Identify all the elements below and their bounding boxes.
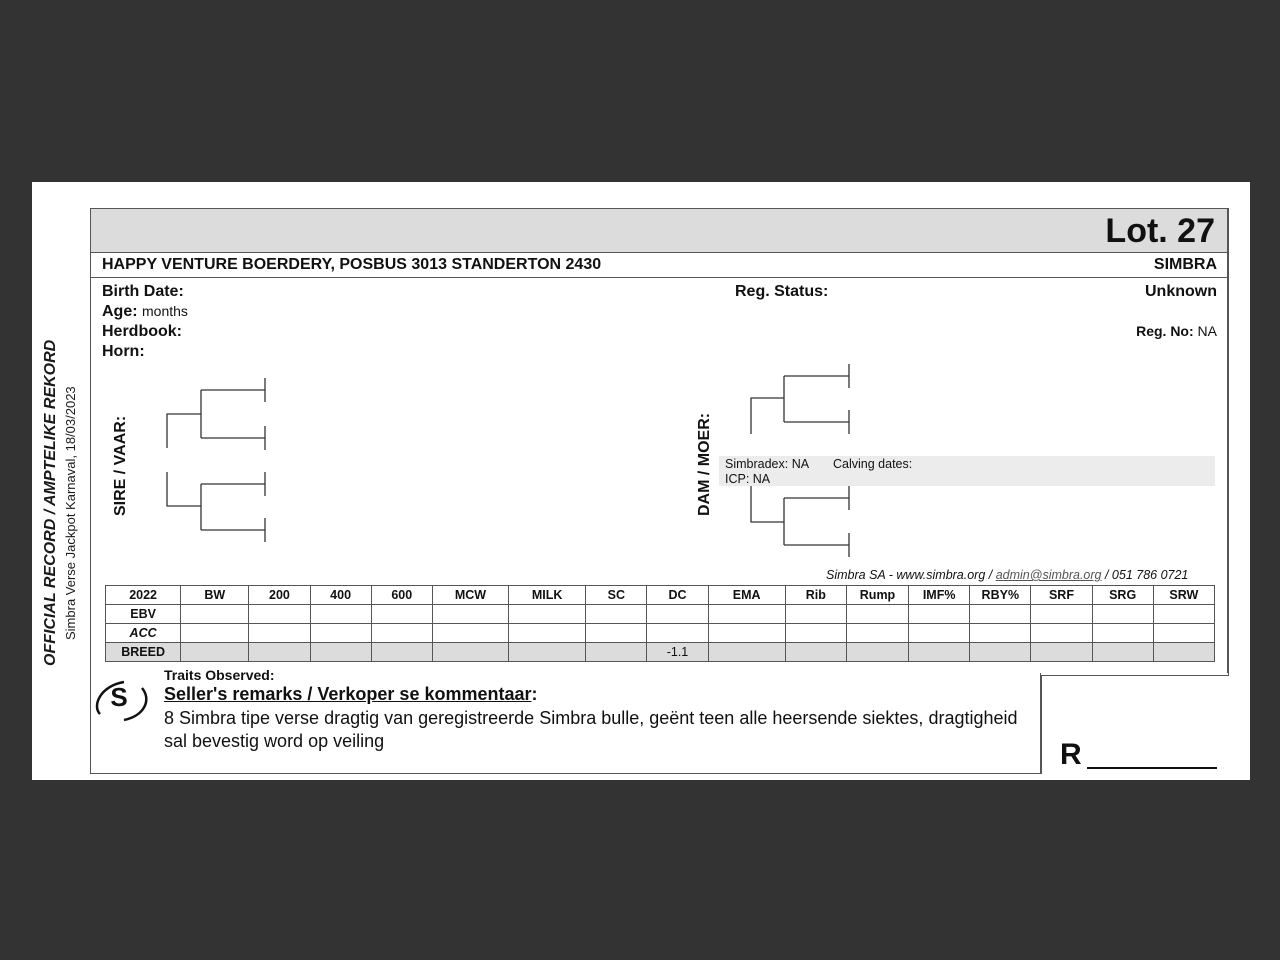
traits-observed-label: Traits Observed: — [164, 667, 275, 683]
ebv-cell — [249, 605, 310, 624]
ebv-col-header: 400 — [310, 586, 371, 605]
breed-cell — [1092, 643, 1153, 662]
ebv-col-header: SRF — [1031, 586, 1092, 605]
ebv-cell — [1092, 605, 1153, 624]
breed-cell: -1.1 — [647, 643, 708, 662]
simbradex-value: Simbradex: NA — [725, 457, 810, 471]
acc-cell — [785, 624, 846, 643]
breed-cell — [1031, 643, 1092, 662]
ebv-cell — [371, 605, 432, 624]
ebv-header-row — [106, 586, 1215, 605]
breed-row — [106, 643, 1215, 662]
acc-cell — [371, 624, 432, 643]
remarks-title — [164, 684, 538, 705]
breed-cell — [970, 643, 1031, 662]
acc-cell — [1153, 624, 1214, 643]
ebv-col-header: SC — [586, 586, 647, 605]
breed-cell — [708, 643, 785, 662]
herdbook-label: Herdbook: — [102, 323, 182, 340]
sire-label: SIRE / VAAR: — [112, 415, 129, 516]
acc-cell — [586, 624, 647, 643]
price-line — [1087, 767, 1217, 769]
breed-cell — [249, 643, 310, 662]
breed-cell — [909, 643, 970, 662]
breed-cell — [310, 643, 371, 662]
ebv-cell — [1153, 605, 1214, 624]
price-box-top — [1041, 675, 1229, 676]
calving-dates-label: Calving dates: — [833, 457, 913, 471]
price-label: R — [1060, 738, 1082, 771]
ebv-col-header: MCW — [432, 586, 508, 605]
breed-cell — [181, 643, 249, 662]
owner-name: HAPPY VENTURE BOERDERY, POSBUS 3013 STANDERTON 2430 — [102, 256, 602, 273]
ebv-col-header: EMA — [708, 586, 785, 605]
sale-name-label: Simbra Verse Jackpot Karnaval, 18/03/2023 — [63, 386, 78, 640]
reg-no-value: NA — [1197, 323, 1217, 339]
acc-row — [106, 624, 1215, 643]
contact-phone: / 051 786 0721 — [1101, 568, 1189, 582]
breed-cell — [1153, 643, 1214, 662]
ebv-col-header: BW — [181, 586, 249, 605]
ebv-col-header: Rump — [846, 586, 908, 605]
sire-pedigree-lines — [167, 378, 265, 542]
acc-cell — [647, 624, 708, 643]
ebv-row — [106, 605, 1215, 624]
price-box-left — [1041, 675, 1042, 774]
ebv-col-header: SRG — [1092, 586, 1153, 605]
acc-cell — [846, 624, 908, 643]
ebv-cell — [708, 605, 785, 624]
age-value: months — [142, 303, 188, 319]
acc-cell — [708, 624, 785, 643]
dam-label: DAM / MOER: — [696, 412, 713, 516]
ebv-col-header: RBY% — [970, 586, 1031, 605]
breed-row-label: BREED — [106, 643, 181, 662]
breed-name: SIMBRA — [1153, 256, 1217, 273]
lot-number: Lot. 27 — [1105, 212, 1215, 250]
acc-cell — [310, 624, 371, 643]
acc-cell — [909, 624, 970, 643]
ebv-col-header: Rib — [785, 586, 846, 605]
ebv-row-label: EBV — [106, 605, 181, 624]
ebv-cell — [1031, 605, 1092, 624]
acc-cell — [1031, 624, 1092, 643]
contact-email-link[interactable]: admin@simbra.org — [995, 568, 1102, 582]
reg-no-label: Reg. No: — [1136, 323, 1194, 339]
ebv-cell — [509, 605, 586, 624]
breed-cell — [432, 643, 508, 662]
ebv-cell — [181, 605, 249, 624]
horn-label: Horn: — [102, 343, 145, 360]
reg-status-value: Unknown — [1145, 283, 1217, 300]
age-label: Age: — [102, 303, 138, 320]
ebv-cell — [586, 605, 647, 624]
ebv-cell — [310, 605, 371, 624]
acc-cell — [432, 624, 508, 643]
breed-cell — [371, 643, 432, 662]
contact-line — [826, 568, 1188, 582]
ebv-cell — [846, 605, 908, 624]
remarks-title-text: Seller's remarks / Verkoper se kommentaar — [164, 684, 532, 704]
ebv-col-header: SRW — [1153, 586, 1214, 605]
acc-cell — [509, 624, 586, 643]
acc-cell — [1092, 624, 1153, 643]
ebv-col-header: IMF% — [909, 586, 970, 605]
ebv-year: 2022 — [106, 586, 181, 605]
birth-date-label: Birth Date: — [102, 283, 184, 300]
breed-cell — [846, 643, 908, 662]
acc-cell — [970, 624, 1031, 643]
remarks-text: 8 Simbra tipe verse dragtig van geregistreerde Simbra bulle, geënt teen alle heersende siektes, dragtigheid sal bevestig word op veiling — [164, 708, 1018, 751]
ebv-col-header: 600 — [371, 586, 432, 605]
ebv-col-header: MILK — [509, 586, 586, 605]
acc-row-label: ACC — [106, 624, 181, 643]
breed-cell — [586, 643, 647, 662]
ebv-cell — [647, 605, 708, 624]
dam-info-box — [719, 456, 1215, 486]
acc-cell — [181, 624, 249, 643]
breed-cell — [509, 643, 586, 662]
ebv-table — [105, 585, 1215, 662]
ebv-col-header: DC — [647, 586, 708, 605]
contact-website: Simbra SA - www.simbra.org / — [826, 568, 996, 582]
simbra-logo-icon — [90, 676, 160, 726]
ebv-col-header: 200 — [249, 586, 310, 605]
ebv-cell — [785, 605, 846, 624]
ebv-cell — [432, 605, 508, 624]
icp-value: ICP: NA — [725, 472, 771, 486]
official-record-label: OFFICIAL RECORD / AMPTELIKE REKORD — [42, 339, 59, 666]
breed-cell — [785, 643, 846, 662]
ebv-cell — [970, 605, 1031, 624]
remarks-title-colon: : — [531, 684, 538, 704]
reg-status-label: Reg. Status: — [735, 283, 829, 300]
acc-cell — [249, 624, 310, 643]
logo-letter: S — [110, 682, 128, 712]
ebv-cell — [909, 605, 970, 624]
